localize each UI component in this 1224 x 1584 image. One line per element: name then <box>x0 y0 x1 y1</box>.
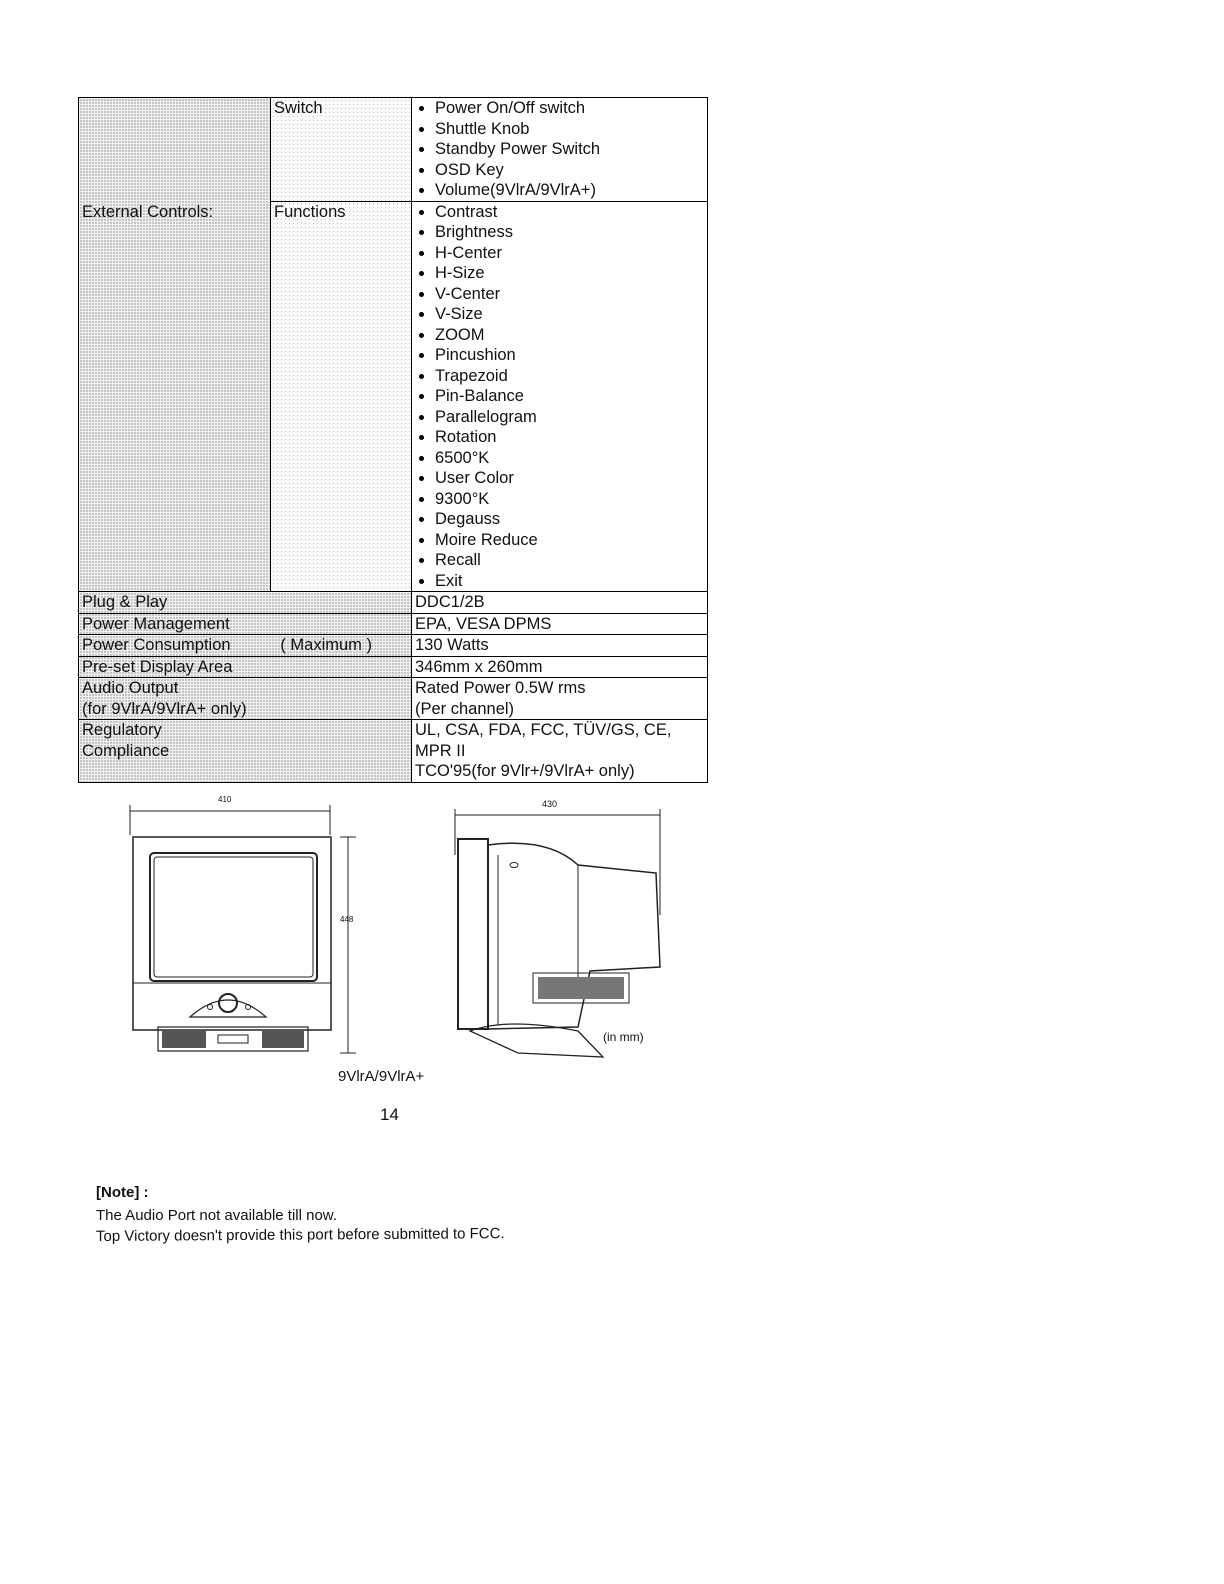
functions-label: Functions <box>274 202 346 221</box>
row-label: Plug & Play <box>82 593 168 611</box>
row-value-cell <box>412 592 708 614</box>
table-row <box>79 613 708 635</box>
list-item: Exit <box>415 571 704 592</box>
list-item: Parallelogram <box>415 407 704 428</box>
switch-row <box>79 98 708 202</box>
list-item: Shuttle Knob <box>415 119 704 140</box>
list-item: Recall <box>415 550 704 571</box>
row-value: 346mm x 260mm <box>415 657 543 676</box>
list-item: Contrast <box>415 202 704 223</box>
external-controls-label: External Controls: <box>82 203 214 221</box>
front-width-label: 410 <box>218 795 232 804</box>
monitor-dimension-figure <box>78 795 707 1095</box>
note-title: [Note] : <box>96 1184 149 1201</box>
spec-table <box>78 97 708 783</box>
power-consumption-label-cell <box>79 635 412 657</box>
list-item: Trapezoid <box>415 366 704 387</box>
table-row <box>79 635 708 657</box>
row-value-cell <box>412 613 708 635</box>
row-label-line: Compliance <box>82 741 170 760</box>
row-value: EPA, VESA DPMS <box>415 614 552 633</box>
side-depth-label: 430 <box>542 799 558 809</box>
row-sublabel: ( Maximum ) <box>280 636 372 654</box>
row-value: DDC1/2B <box>415 593 485 611</box>
row-value-cell <box>412 635 708 657</box>
list-item: Pincushion <box>415 345 704 366</box>
list-item: Pin-Balance <box>415 386 704 407</box>
list-item: 6500°K <box>415 448 704 469</box>
list-item: User Color <box>415 468 704 489</box>
list-item: Brightness <box>415 222 704 243</box>
functions-items-cell <box>412 201 708 592</box>
list-item: Power On/Off switch <box>415 98 704 119</box>
row-value-line: TCO'95(for 9Vlr+/9VlrA+ only) <box>415 762 635 780</box>
external-controls-cell <box>79 98 271 592</box>
row-label: Power Management <box>82 614 230 633</box>
list-item: ZOOM <box>415 325 704 346</box>
table-row <box>79 720 708 783</box>
list-item: Moire Reduce <box>415 530 704 551</box>
front-height-label: 448 <box>340 915 354 924</box>
row-value-line: UL, CSA, FDA, FCC, TÜV/GS, CE, <box>415 721 672 739</box>
list-item: Standby Power Switch <box>415 139 704 160</box>
table-row <box>79 656 708 678</box>
unit-note: (in mm) <box>603 1030 644 1044</box>
power-management-label-cell <box>79 613 412 635</box>
switch-label-cell <box>271 98 412 202</box>
note-block <box>96 1182 505 1247</box>
row-value-line: (Per channel) <box>415 699 515 718</box>
list-item: Rotation <box>415 427 704 448</box>
front-view <box>130 805 356 1053</box>
list-item: V-Center <box>415 284 704 305</box>
row-value-cell <box>412 656 708 678</box>
speaker-grille <box>162 1030 304 1048</box>
regulatory-label-cell <box>79 720 412 783</box>
list-item: OSD Key <box>415 160 704 181</box>
page-number: 14 <box>380 1105 399 1124</box>
functions-label-cell <box>271 201 412 592</box>
row-label: Pre-set Display Area <box>82 657 233 676</box>
switch-items-cell <box>412 98 708 202</box>
table-row <box>79 678 708 720</box>
list-item: V-Size <box>415 304 704 325</box>
row-value-cell <box>412 678 708 720</box>
table-row <box>79 592 708 614</box>
functions-list <box>415 202 704 592</box>
monitor-drawing <box>78 795 707 1095</box>
row-label: Power Consumption <box>82 636 231 654</box>
row-value: 130 Watts <box>415 636 489 654</box>
display-area-label-cell <box>79 656 412 678</box>
audio-output-label-cell <box>79 678 412 720</box>
side-view <box>455 809 660 1057</box>
row-label-line: Audio Output <box>82 679 179 697</box>
note-line: Top Victory doesn't provide this port before submitted to FCC. <box>95 1225 505 1245</box>
list-item: H-Size <box>415 263 704 284</box>
plug-play-label-cell <box>79 592 412 614</box>
row-label-line: (for 9VlrA/9VlrA+ only) <box>82 699 247 718</box>
list-item: 9300°K <box>415 489 704 510</box>
list-item: Volume(9VlrA/9VlrA+) <box>415 180 704 201</box>
row-value-line: Rated Power 0.5W rms <box>415 679 586 697</box>
row-label-line: Regulatory <box>82 721 162 739</box>
row-value-cell <box>412 720 708 783</box>
switch-label: Switch <box>274 99 323 117</box>
figure-caption: 9VlrA/9VlrA+ <box>338 1068 425 1085</box>
list-item: H-Center <box>415 243 704 264</box>
note-line: The Audio Port not available till now. <box>96 1207 337 1224</box>
row-value-line: MPR II <box>415 741 466 760</box>
side-vent-grille <box>533 973 629 1003</box>
switch-list <box>415 98 704 201</box>
list-item: Degauss <box>415 509 704 530</box>
